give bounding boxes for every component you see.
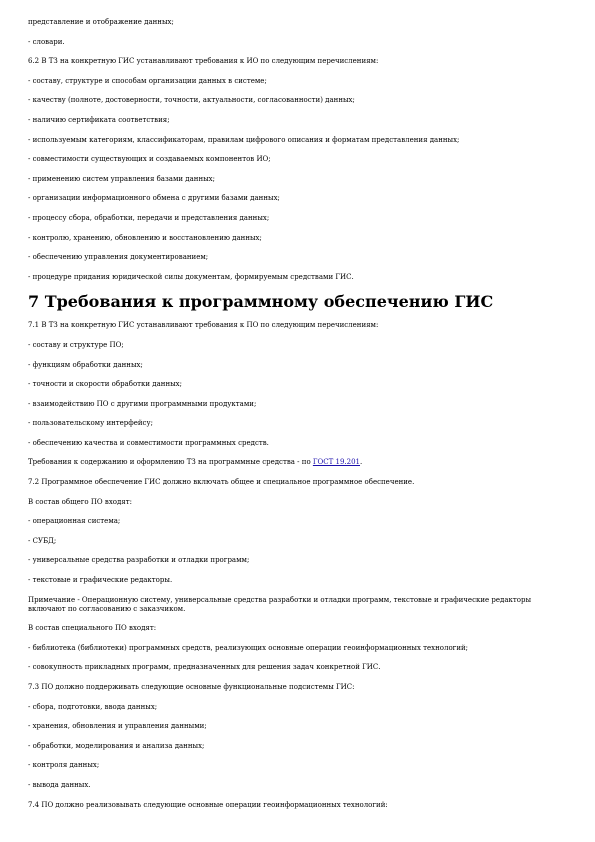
list-item: - взаимодействию ПО с другими программными продуктами; (28, 399, 257, 408)
list-item: - контроля данных; (28, 761, 100, 770)
list-item: - процессу сбора, обработки, передачи и представления данных; (28, 213, 270, 222)
list-item: - универсальные средства разработки и отладки программ; (28, 556, 250, 565)
paragraph: В состав специального ПО входят: (28, 624, 157, 633)
list-item: - сбора, подготовки, ввода данных; (28, 702, 158, 711)
list-item: - словари. (28, 37, 65, 46)
gost-reference-text: Требования к содержанию и оформлению ТЗ на программные средства - по (28, 458, 313, 467)
list-item: - процедуре придания юридической силы документам, формируемым средствами ГИС. (28, 272, 354, 281)
list-item: - обеспечению качества и совместимости программных средств. (28, 438, 269, 447)
list-item: - наличию сертификата соответствия; (28, 115, 170, 124)
paragraph: 7.4 ПО должно реализовывать следующие основные операции геоинформационных технологий: (28, 800, 388, 809)
list-item: - составу и структуре ПО; (28, 340, 124, 349)
list-item: - составу, структуре и способам организации данных в системе; (28, 76, 267, 85)
paragraph: 6.2 В ТЗ на конкретную ГИС устанавливают требования к ИО по следующим перечислениям: (28, 57, 379, 66)
gost-19-201-link[interactable]: ГОСТ 19.201 (312, 458, 361, 467)
list-item: - хранения, обновления и управления данными; (28, 722, 207, 731)
list-item: - операционная система; (28, 517, 121, 526)
list-item: - функциям обработки данных; (28, 360, 143, 369)
list-item: - качеству (полноте, достоверности, точности, актуальности, согласованности) данных; (28, 96, 355, 105)
list-item: - организации информационного обмена с другими базами данных; (28, 194, 280, 203)
list-item: - контролю, хранению, обновлению и восстановлению данных; (28, 233, 262, 242)
list-item: - обеспечению управления документированием; (28, 253, 209, 262)
list-item: - совместимости существующих и создаваемых компонентов ИО; (28, 155, 271, 164)
list-item: - применению систем управления базами данных; (28, 174, 215, 183)
list-item: - используемым категориям, классификаторам, правилам цифрового описания и форматам представления данных; (28, 135, 460, 144)
paragraph: 7.3 ПО должно поддерживать следующие основные функциональные подсистемы ГИС: (28, 683, 355, 691)
list-item: - СУБД; (28, 536, 57, 545)
paragraph: 7.1 В ТЗ на конкретную ГИС устанавливают требования к ПО по следующим перечислениям: (28, 321, 379, 330)
paragraph: представление и отображение данных; (28, 18, 174, 26)
paragraph: 7.2 Программное обеспечение ГИС должно включать общее и специальное программное обеспечение. (28, 478, 415, 487)
list-item: - пользовательскому интерфейсу; (28, 419, 153, 428)
list-item: - совокупность прикладных программ, предназначенных для решения задач конкретной ГИС. (28, 663, 381, 672)
list-item: - точности и скорости обработки данных; (28, 380, 182, 389)
paragraph: В состав общего ПО входят: (28, 497, 132, 506)
list-item: - текстовые и графические редакторы. (28, 576, 173, 585)
list-item: - обработки, моделирования и анализа данных; (28, 741, 205, 750)
note-paragraph: Примечание - Операционную систему, универсальные средства разработки и отладки программ, текстовые и графические редакторы включают по согласованию с заказчиком. (28, 595, 532, 613)
gost-reference-end: . (360, 458, 363, 467)
list-item: - вывода данных. (28, 780, 91, 789)
list-item: - библиотека (библиотеки) программных средств, реализующих основные операции геоинформационных технологий; (28, 643, 469, 652)
gost-reference-paragraph (28, 458, 567, 467)
section-heading: 7 Требования к программному обеспечению ГИС (28, 292, 494, 312)
